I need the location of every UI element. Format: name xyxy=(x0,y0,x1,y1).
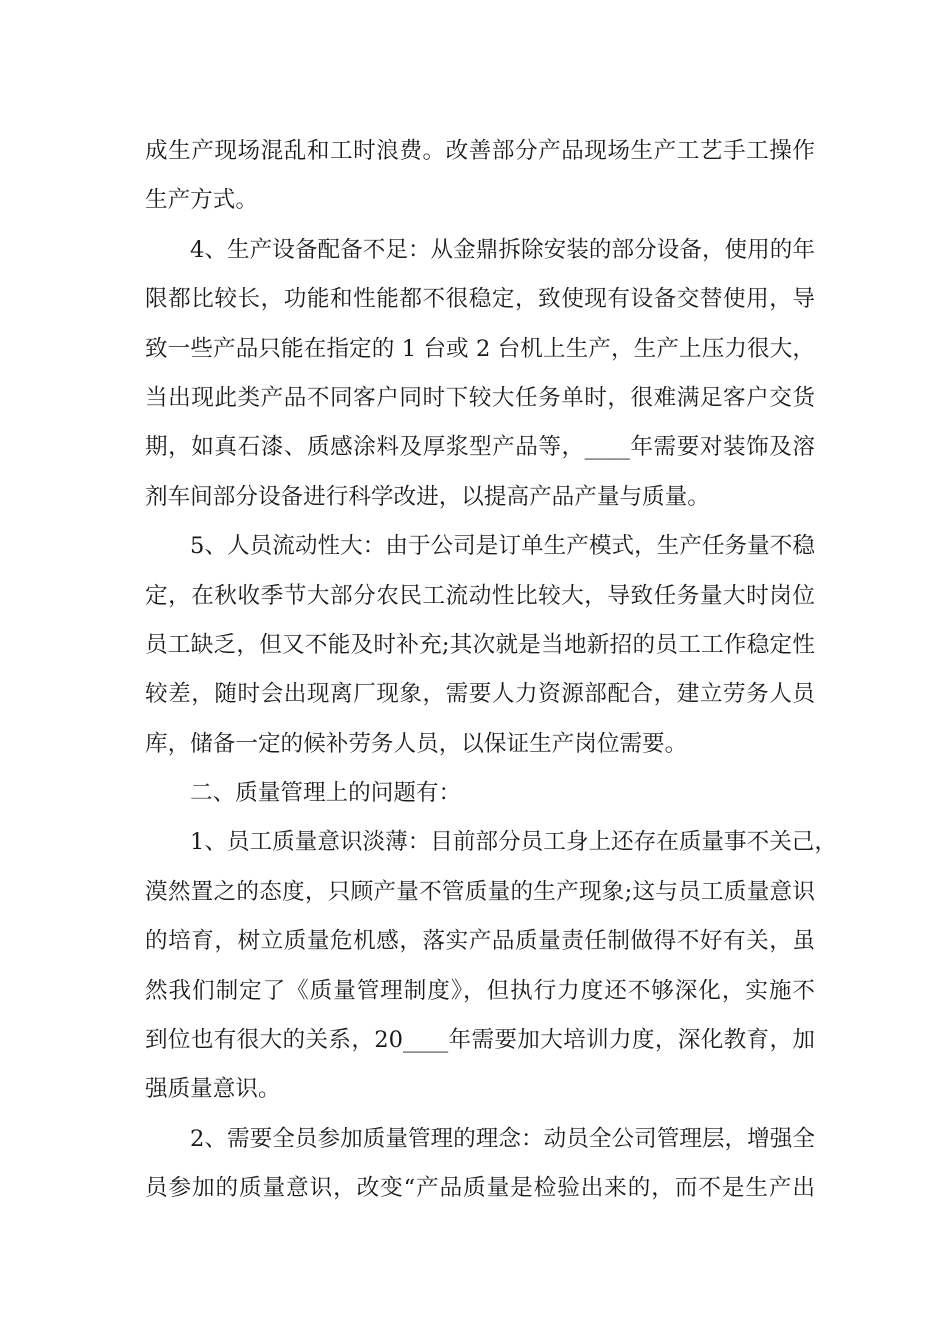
text-line: 剂车间部分设备进行科学改进，以提高产品产量与质量。 xyxy=(145,483,710,510)
text-line: 生产方式。 xyxy=(145,187,258,214)
text-line: 当出现此类产品不同客户同时下较大任务单时，很难满足客户交货 xyxy=(145,384,815,411)
text-line: 期，如真石漆、质感涂料及厚浆型产品等，____年需要对装饰及溶 xyxy=(145,434,815,461)
body-text xyxy=(145,127,837,1214)
text-line: 漠然置之的态度，只顾产量不管质量的生产现象;这与员工质量意识 xyxy=(145,878,815,905)
text-line: 5、人员流动性大：由于公司是订单生产模式，生产任务量不稳 xyxy=(190,533,815,560)
text-line: 员工缺乏，但又不能及时补充;其次就是当地新招的员工工作稳定性 xyxy=(145,631,815,658)
text-line: 到位也有很大的关系，20____年需要加大培训力度，深化教育，加 xyxy=(145,1027,815,1054)
text-line: 限都比较长，功能和性能都不很稳定，致使现有设备交替使用，导 xyxy=(145,286,815,313)
text-line: 1、员工质量意识淡薄：目前部分员工身上还存在质量事不关己， xyxy=(190,829,837,856)
section-heading: 二、质量管理上的问题有： xyxy=(190,780,462,807)
text-line: 定，在秋收季节大部分农民工流动性比较大，导致任务量大时岗位 xyxy=(145,582,815,609)
text-line: 致一些产品只能在指定的 1 台或 2 台机上生产，生产上压力很大， xyxy=(145,335,815,362)
text-line: 强质量意识。 xyxy=(145,1076,281,1103)
text-line: 库，储备一定的候补劳务人员，以保证生产岗位需要。 xyxy=(145,730,688,757)
text-line: 较差，随时会出现离厂现象，需要人力资源部配合，建立劳务人员 xyxy=(145,681,815,708)
text-line: 然我们制定了《质量管理制度》，但执行力度还不够深化，实施不 xyxy=(145,977,815,1004)
text-line: 4、生产设备配备不足：从金鼎拆除安装的部分设备，使用的年 xyxy=(190,236,815,263)
text-line: 成生产现场混乱和工时浪费。改善部分产品现场生产工艺手工操作 xyxy=(145,138,815,164)
text-line: 员参加的质量意识，改变“产品质量是检验出来的，而不是生产出 xyxy=(145,1175,815,1202)
text-line: 的培育，树立质量危机感，落实产品质量责任制做得不好有关，虽 xyxy=(145,928,815,955)
text-line: 2、需要全员参加质量管理的理念：动员全公司管理层，增强全 xyxy=(190,1125,815,1152)
